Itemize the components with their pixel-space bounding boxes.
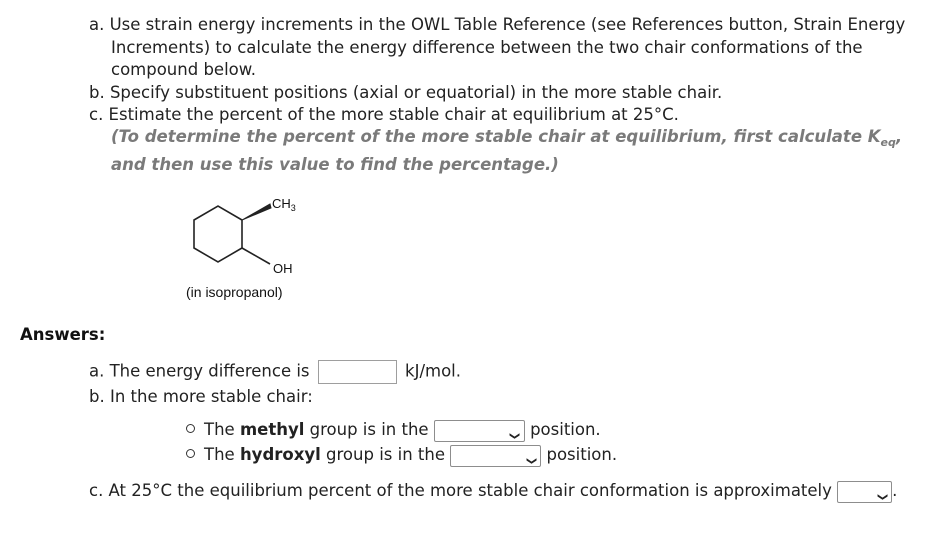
answer-a-text: a. The energy difference is <box>89 361 310 381</box>
chevron-down-icon: ❯ <box>509 431 521 440</box>
bullet-icon <box>186 424 195 433</box>
hydroxyl-text-pre: The <box>204 445 240 464</box>
energy-difference-input[interactable] <box>318 360 397 384</box>
wedge-bond-ch3 <box>242 204 271 220</box>
hydroxyl-position-select[interactable] <box>450 445 541 467</box>
oh-label: OH <box>273 261 293 276</box>
answer-c-period: . <box>892 481 898 500</box>
chevron-down-icon: ❯ <box>526 456 538 465</box>
answer-b-text: b. In the more stable chair: <box>89 387 313 406</box>
methyl-text-pre: The <box>204 420 240 439</box>
question-part-a-line2: Increments) to calculate the energy difference between the two chair conformations of the <box>111 38 863 57</box>
hint-line1 <box>111 126 902 154</box>
hydroxyl-bold: hydroxyl <box>239 445 321 464</box>
hydroxyl-text-post: group is in the <box>320 445 445 464</box>
hint-comma: , <box>895 127 903 146</box>
methyl-text-post: group is in the <box>304 420 429 439</box>
methyl-row <box>186 419 601 442</box>
cyclohexane-ring <box>194 206 242 262</box>
hint-text: (To determine the percent of the more stable chair at equilibrium, first calculate K <box>111 127 881 146</box>
answer-a-row <box>89 360 461 384</box>
answers-heading: Answers: <box>20 325 106 344</box>
keq-subscript: eq <box>880 136 896 149</box>
ch3-label <box>272 196 296 213</box>
hydroxyl-row <box>186 444 617 467</box>
methyl-position-select[interactable] <box>434 420 525 442</box>
percent-select[interactable] <box>837 481 892 503</box>
bullet-icon <box>186 449 195 458</box>
question-part-a-line3: compound below. <box>111 60 256 79</box>
methyl-position-word: position. <box>530 420 601 439</box>
question-part-c: c. Estimate the percent of the more stable chair at equilibrium at 25°C. <box>89 105 679 124</box>
methyl-bold: methyl <box>239 420 305 439</box>
question-part-b: b. Specify substituent positions (axial or equatorial) in the more stable chair. <box>89 83 723 102</box>
hint-line2: and then use this value to find the percentage.) <box>111 155 559 174</box>
hydroxyl-position-word: position. <box>546 445 618 464</box>
ch3-subscript: 3 <box>290 203 296 213</box>
chevron-down-icon: ❯ <box>876 492 888 501</box>
energy-unit: kJ/mol. <box>405 361 462 381</box>
answer-c-text: c. At 25°C the equilibrium percent of the more stable chair conformation is approximately <box>89 481 832 500</box>
answer-c-row <box>89 480 897 503</box>
ch3-text: CH <box>272 196 291 211</box>
solvent-label: (in isopropanol) <box>186 284 283 300</box>
bond-oh <box>242 248 270 264</box>
cyclohexane-structure <box>180 190 320 280</box>
question-part-a-line1: a. Use strain energy increments in the OWL Table Reference (see References button, Strain Energy <box>89 15 906 34</box>
